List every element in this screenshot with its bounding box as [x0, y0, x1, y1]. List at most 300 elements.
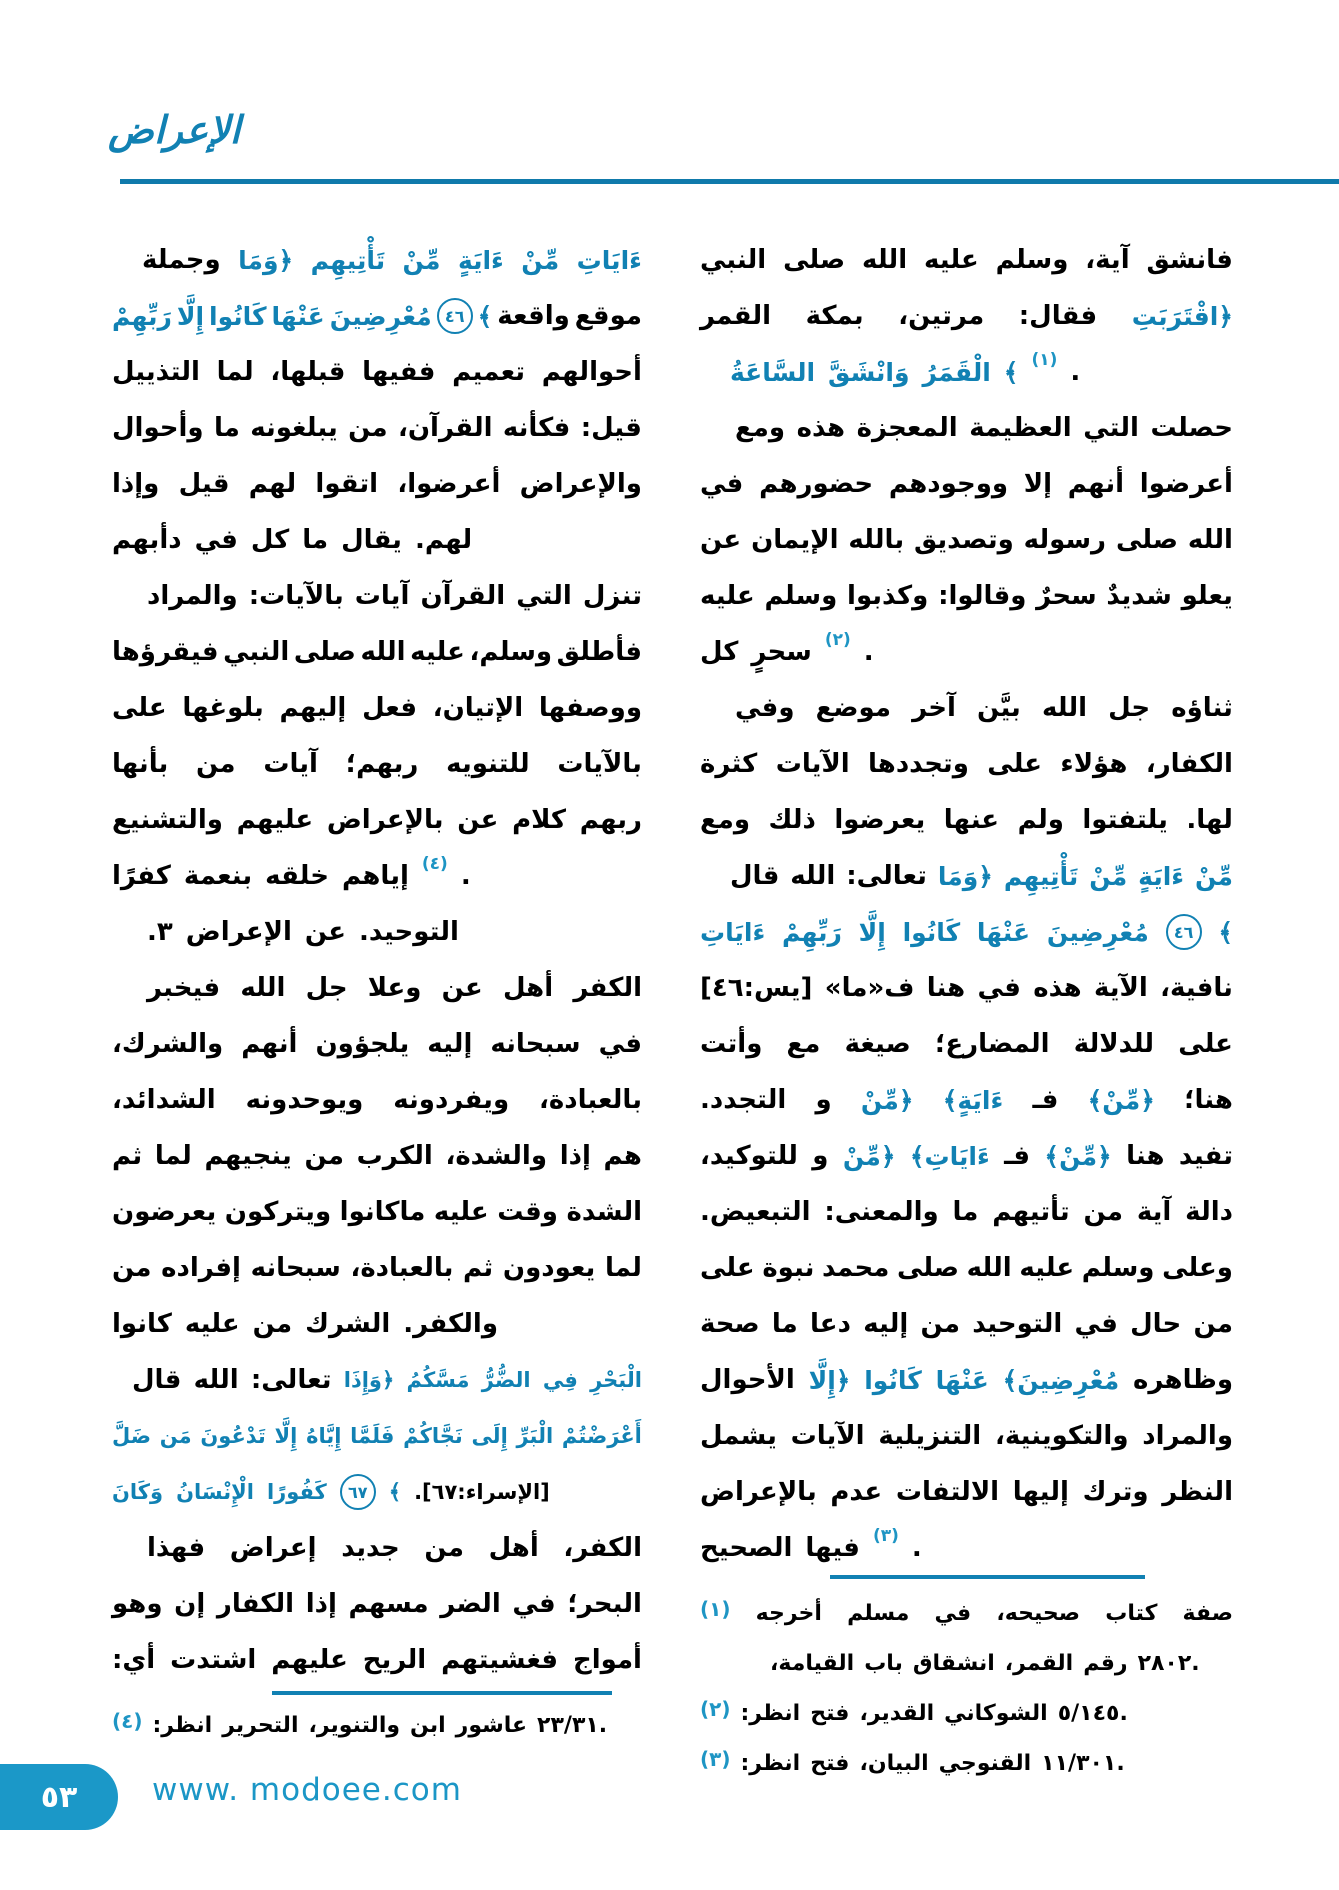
word: ربهم	[579, 805, 642, 835]
quran-text: الْبَرِّ	[516, 1424, 554, 1448]
quran-text: ءَايَاتِ	[700, 917, 766, 947]
text-line	[700, 792, 1233, 848]
footnote-ref: (٢)	[700, 1697, 731, 1721]
word: جديد	[341, 1533, 400, 1563]
word: ففيها	[362, 357, 436, 387]
word: على	[700, 1253, 755, 1283]
quran-text: رَبِّهِمْ	[782, 917, 842, 947]
quran-text: كَانُوا	[864, 1365, 922, 1395]
quran-text: الْإِنْسَانُ	[176, 1480, 254, 1504]
text-line	[700, 344, 1233, 400]
word: القمر	[700, 301, 771, 331]
text-line	[700, 288, 1233, 344]
word: وفي	[735, 693, 795, 723]
word: فانشق	[1146, 245, 1233, 275]
word: أهل	[502, 973, 554, 1003]
word: يقال	[341, 525, 402, 555]
word: والمراد	[147, 581, 238, 611]
word: من	[348, 413, 388, 443]
word: التي	[516, 581, 572, 611]
word: تعالى:	[846, 861, 927, 891]
text-line	[112, 288, 642, 344]
word: جل	[1108, 693, 1151, 723]
word: مرتين،	[898, 301, 985, 331]
word: فأطلق	[556, 637, 642, 667]
quran-text: مِّنْ	[402, 245, 441, 275]
word: ويتركون	[224, 1197, 332, 1227]
word: وترك	[1082, 1477, 1149, 1507]
word: .	[911, 1533, 922, 1563]
word: عنها	[943, 805, 1000, 835]
word: سبحانه	[490, 1029, 581, 1059]
word: في	[700, 469, 744, 499]
word: في	[934, 1600, 972, 1626]
word: بلوغها	[182, 693, 264, 723]
word: كلام	[512, 805, 567, 835]
word: على	[1178, 1029, 1233, 1059]
word: والإعراض	[519, 469, 642, 499]
quran-text: مِّنْ	[521, 245, 560, 275]
word: الكفار،	[1145, 749, 1233, 779]
text-line	[112, 568, 642, 624]
footnote-ref: (٣)	[872, 1526, 899, 1546]
word: آيات	[354, 581, 410, 611]
text-line	[112, 1016, 642, 1072]
word: القمر،	[1004, 1650, 1074, 1676]
word: ٣.	[147, 917, 173, 947]
word: عليه	[433, 1197, 489, 1227]
word: هؤلاء	[1060, 749, 1128, 779]
word: ٢٣/٣١.	[537, 1712, 608, 1738]
header-divider-rule	[120, 179, 1339, 184]
quran-text: تَدْعُونَ	[200, 1424, 266, 1448]
word: قيل	[178, 469, 230, 499]
word: ١١/٣٠١.	[1041, 1750, 1125, 1776]
word: التجدد.	[700, 1085, 787, 1115]
word: .	[863, 637, 874, 667]
word: محمد	[822, 1253, 890, 1283]
quran-text: مُعْرِضِينَ﴾	[1002, 1365, 1120, 1395]
word: عليه	[184, 1309, 240, 1339]
footnotes-right	[700, 1588, 1233, 1788]
text-line	[112, 1184, 642, 1240]
word: الكفار	[216, 1589, 295, 1619]
word: بالله	[848, 525, 905, 555]
text-line	[700, 960, 1233, 1016]
word: انظر:	[740, 1750, 801, 1776]
text-line	[112, 1520, 642, 1576]
word: عليه	[1019, 1253, 1075, 1283]
word: مع	[786, 1029, 821, 1059]
word: تأتيهم	[992, 1197, 1070, 1227]
quran-text: ﴿اقْتَرَبَتِ	[1131, 301, 1233, 331]
word: المضارع؛	[934, 1029, 1050, 1059]
text-line	[700, 904, 1233, 960]
word: الله	[193, 1365, 239, 1395]
text-line	[112, 232, 642, 288]
quran-text: ﴾	[477, 301, 493, 331]
word: قال	[730, 861, 780, 891]
word: وكذبوا	[847, 581, 929, 611]
word: وأتت	[700, 1029, 763, 1059]
word: من	[196, 749, 236, 779]
word: بمكة	[805, 301, 864, 331]
quran-text: تَأْتِيهِم	[1003, 861, 1079, 891]
word: على	[112, 693, 167, 723]
quran-text: ءَايَةٍ	[1138, 861, 1185, 891]
word: القنوجي	[938, 1750, 1032, 1776]
word: قيل:	[580, 413, 642, 443]
word: الضر	[440, 1589, 501, 1619]
word: الآيات	[790, 1421, 865, 1451]
text-line	[112, 848, 642, 904]
word: هذه	[1033, 973, 1082, 1003]
quran-text: الضُّرُّ	[481, 1368, 531, 1392]
word: بنعمة	[183, 861, 253, 891]
word: إليها	[1012, 1477, 1069, 1507]
quran-text: ﴿مِّنْ	[842, 1141, 896, 1171]
word: آية	[1136, 1197, 1172, 1227]
word: بالعبادة،	[539, 1085, 642, 1115]
word: صلى	[896, 1253, 959, 1283]
word: الكرب	[356, 1141, 433, 1171]
text-line	[112, 344, 642, 400]
quran-text: ﴿وَإِذَا	[343, 1368, 395, 1392]
word: فعل	[362, 693, 417, 723]
word: إياهم	[342, 861, 409, 891]
word: الريح	[362, 1645, 427, 1675]
word: القرآن	[420, 581, 506, 611]
text-line	[700, 736, 1233, 792]
word: جل	[305, 973, 348, 1003]
word: النظر	[1162, 1477, 1233, 1507]
quran-text: ءَايَاتِ﴾	[909, 1141, 990, 1171]
text-line	[700, 568, 1233, 624]
word: ما	[771, 1309, 798, 1339]
word: رسوله	[1023, 525, 1107, 555]
word: من	[112, 1253, 152, 1283]
word: كفرًا	[112, 861, 171, 891]
footnote-ref: (١)	[700, 1597, 731, 1621]
text-line	[112, 512, 642, 568]
text-line	[112, 1408, 642, 1464]
quran-text: كَانُوا	[902, 917, 961, 947]
text-line	[112, 1576, 642, 1632]
word: صلى	[293, 637, 356, 667]
word: الكفر،	[563, 1533, 642, 1563]
word: ينجيهم	[204, 1141, 292, 1171]
word: لما	[604, 1253, 642, 1283]
word: للتنويه	[446, 749, 530, 779]
word: شديدٌ	[1106, 581, 1172, 611]
quran-text: تَأْتِيهِم	[310, 245, 386, 275]
word: الله	[360, 637, 406, 667]
word: الله	[966, 1253, 1012, 1283]
word: الكفر	[573, 973, 642, 1003]
word: الله	[790, 861, 836, 891]
website-url: www. modoee.com	[152, 1772, 462, 1808]
word: ومع	[735, 413, 786, 443]
word: أعرضوا	[1139, 469, 1233, 499]
text-line	[112, 1632, 642, 1688]
word: فيخبر	[147, 973, 221, 1003]
word: بالإعراض	[326, 805, 444, 835]
word: وإذا	[112, 469, 160, 499]
word: التبعيض.	[700, 1197, 811, 1227]
quran-text: ﴾	[1003, 357, 1019, 387]
text-line	[700, 1352, 1233, 1408]
quran-text: عَنْهَا	[271, 301, 325, 331]
word: والكفر.	[403, 1309, 498, 1339]
quran-text: إِلَّا	[858, 917, 886, 947]
word: وقت	[497, 1197, 558, 1227]
word: هذه	[796, 413, 846, 443]
text-line	[700, 1016, 1233, 1072]
word: وعلى	[1162, 1253, 1233, 1283]
word: سبحانه	[250, 1253, 341, 1283]
word: عليهم	[271, 1645, 348, 1675]
word: لها.	[1186, 805, 1233, 835]
word: فغشيتهم	[441, 1645, 559, 1675]
quran-text: إِيَّاهُ	[306, 1424, 342, 1448]
word: و	[812, 1141, 829, 1171]
quran-text: ءَايَةٍ﴾	[942, 1085, 1004, 1115]
text-line	[700, 1688, 1233, 1738]
quran-text: الْبَحْرِ	[590, 1368, 642, 1392]
text-line	[112, 1240, 642, 1296]
quran-text: ﴿وَمَا	[937, 861, 993, 891]
quran-text: ﴿وَمَا	[238, 245, 294, 275]
word: سحرٌ	[1036, 581, 1097, 611]
quran-text: ءَايَاتِ	[576, 245, 642, 275]
quran-text: مُعْرِضِينَ	[329, 301, 432, 331]
word: وأحوال	[112, 413, 204, 443]
word: الشوكاني	[944, 1700, 1048, 1726]
word: والمراد	[1142, 1421, 1233, 1451]
word: الآية	[1093, 973, 1148, 1003]
text-line	[112, 456, 642, 512]
word: ثم	[463, 1253, 494, 1283]
text-line	[700, 232, 1233, 288]
word: مسهم	[348, 1589, 429, 1619]
word: العظيمة	[969, 413, 1072, 443]
word: موضع	[815, 693, 891, 723]
word: لهم.	[414, 525, 473, 555]
word: إعراض	[229, 1533, 317, 1563]
text-line	[700, 400, 1233, 456]
word: عليه	[410, 637, 465, 667]
page-header-title: الإعراض	[108, 108, 241, 152]
quran-text: وَكَانَ	[112, 1480, 164, 1504]
page-number-badge: ٥٣	[0, 1764, 118, 1830]
word: عن	[304, 917, 347, 947]
word: دأبهم	[112, 525, 182, 555]
word: وهو	[112, 1589, 163, 1619]
word: ابن	[410, 1712, 446, 1738]
word: انظر:	[740, 1700, 801, 1726]
word: فيقرؤها	[112, 637, 219, 667]
word: بالآيات	[557, 749, 642, 779]
word: والشدة،	[445, 1141, 547, 1171]
word: وسلم	[1081, 1253, 1155, 1283]
word: عاشور	[455, 1712, 528, 1738]
word: عدم	[830, 1477, 883, 1507]
word: الصحيح	[700, 1533, 793, 1563]
word: أي:	[112, 1645, 156, 1675]
word: مسلم	[847, 1600, 910, 1626]
footnote-ref: (٤)	[112, 1709, 143, 1733]
quran-text: نَجَّاكُمْ	[403, 1424, 463, 1448]
word: صفة	[1182, 1600, 1233, 1626]
word: التوحيد	[972, 1309, 1063, 1339]
word: إن	[174, 1589, 206, 1619]
word: إذا	[559, 1141, 591, 1171]
footnote-ref: (١)	[1031, 350, 1058, 370]
word: عن	[700, 525, 742, 555]
word: خلقه	[265, 861, 330, 891]
word: هنا	[1126, 1141, 1165, 1171]
word: البيان،	[859, 1750, 929, 1776]
word: ويفردونه	[393, 1085, 510, 1115]
word: الله	[1041, 693, 1088, 723]
word: حضورهم	[759, 469, 874, 499]
text-line	[700, 1240, 1233, 1296]
quran-text: إِلَّا	[274, 1424, 298, 1448]
quran-text: الْقَمَرُ	[922, 357, 991, 387]
quran-text: إِلَّا	[176, 301, 205, 331]
word: الأحوال	[700, 1365, 795, 1395]
word: تنزل	[582, 581, 642, 611]
word: بالإعراض	[700, 1477, 817, 1507]
word: تفيد	[1178, 1141, 1233, 1171]
text-line	[112, 680, 642, 736]
quran-text: مَن	[159, 1424, 192, 1448]
word: لما	[154, 1141, 192, 1171]
word: صحة	[700, 1309, 760, 1339]
word: إليه	[427, 1029, 473, 1059]
word: كثرة	[700, 749, 758, 779]
quran-text: فَلَمَّا	[350, 1424, 395, 1448]
word: عن	[457, 805, 499, 835]
word: وظاهره	[1133, 1365, 1233, 1395]
word: لهم	[248, 469, 297, 499]
word: من	[252, 1309, 293, 1339]
word: الله	[862, 245, 908, 275]
word: ما	[952, 1197, 979, 1227]
quran-text: ءَايَةٍ	[457, 245, 504, 275]
word: وجملة	[142, 245, 221, 275]
word: يلجؤون	[315, 1029, 410, 1059]
word: لما	[216, 357, 254, 387]
word: أعرضوا،	[397, 469, 501, 499]
word: أنهم	[241, 1029, 298, 1059]
word: اتقوا	[315, 469, 379, 499]
word: من	[1193, 1309, 1233, 1339]
word: ما	[302, 525, 329, 555]
text-line	[112, 736, 642, 792]
quran-text: فِي	[542, 1368, 578, 1392]
verse-reference: [الإسراء:٦٧].	[414, 1480, 550, 1504]
footnote-divider-left	[272, 1691, 612, 1695]
word: للدلالة	[1073, 1029, 1155, 1059]
quran-text: ﴿مِّنْ﴾	[1044, 1141, 1112, 1171]
word: إذا	[305, 1589, 337, 1619]
word: أهل	[488, 1533, 539, 1563]
word: ويوحدونه	[245, 1085, 364, 1115]
word: عليهم	[236, 805, 314, 835]
quran-text: ﴾	[388, 1480, 402, 1504]
text-line	[700, 512, 1233, 568]
word: صلى	[783, 245, 846, 275]
word: و	[815, 1085, 832, 1115]
word: التوحيد.	[359, 917, 459, 947]
word: رقم	[1083, 1650, 1128, 1676]
quran-text: عَنْهَا	[935, 1365, 989, 1395]
word: تعميم	[452, 357, 526, 387]
text-line	[700, 1184, 1233, 1240]
word: على	[987, 749, 1042, 779]
word: والمعنى:	[824, 1197, 939, 1227]
text-line	[700, 1464, 1233, 1520]
quran-text: كَفُورًا	[266, 1480, 327, 1504]
quran-text: رَبِّهِمْ	[112, 301, 172, 331]
text-line	[700, 1072, 1233, 1128]
word: عليه	[924, 245, 979, 275]
word: بيَّن	[977, 693, 1021, 723]
text-line	[112, 792, 642, 848]
word: في	[977, 973, 1021, 1003]
word: .	[1070, 357, 1081, 387]
word: ووجودهم	[888, 469, 1009, 499]
quran-text: إِلَى	[471, 1424, 508, 1448]
word: حصلت	[1150, 413, 1233, 443]
word: وتجددها	[868, 749, 969, 779]
word: ٥/١٤٥.	[1057, 1700, 1128, 1726]
word: في	[1074, 1309, 1118, 1339]
word: التي	[1083, 413, 1139, 443]
word: موقع	[574, 301, 642, 331]
word: أنهم	[1067, 469, 1125, 499]
text-line	[700, 1638, 1233, 1688]
word: والتنوير،	[308, 1712, 401, 1738]
word: والشرك،	[112, 1029, 224, 1059]
word: تعالى:	[250, 1365, 332, 1395]
quran-text: السَّاعَةُ	[730, 357, 816, 387]
word: ف«ما»	[824, 973, 915, 1003]
word: فتح	[810, 1700, 850, 1726]
word: صيغة	[844, 1029, 911, 1059]
word: الالتفات	[895, 1477, 1000, 1507]
word: البحر؛	[567, 1589, 642, 1619]
word: ولم	[1017, 805, 1064, 835]
column-left	[112, 232, 642, 1688]
word: في	[512, 1589, 556, 1619]
text-line	[112, 960, 642, 1016]
text-line	[700, 1296, 1233, 1352]
word: التحرير	[222, 1712, 299, 1738]
word: ذلك	[768, 805, 816, 835]
word: الله	[1187, 525, 1233, 555]
word: انظر:	[152, 1712, 213, 1738]
quran-text: مِّنْ	[1194, 861, 1233, 891]
text-line	[700, 624, 1233, 680]
word: إفراده	[161, 1253, 241, 1283]
quran-text: أَعْرَضْتُمْ	[561, 1424, 642, 1448]
text-line	[700, 1520, 1233, 1576]
word: في	[194, 525, 238, 555]
word: عليه	[700, 581, 755, 611]
word: دالة	[1185, 1197, 1233, 1227]
